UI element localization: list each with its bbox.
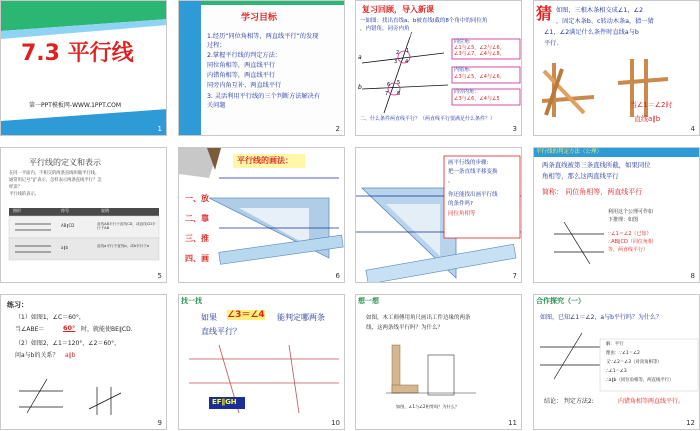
box-alternate-line: ∠3与∠5，∠4与∠6， [454,74,505,80]
slide-6-title: 平行线的画法： [237,156,293,165]
slide-number-2: 2 [335,125,340,133]
table-header: 图形 [13,208,21,213]
slide-number-4: 4 [690,125,695,133]
slide-number-11: 11 [508,419,517,427]
slide-9-line: （1）如图1，∠C＝60°， [15,314,85,321]
slide-2-line: 3. 灵活利用平行线的三个判断方法解决有 [207,93,321,100]
slide-12-proof: ∴a∥b（同位角相等，两直线平行） [606,378,674,383]
line-label-b: b [358,84,362,91]
slide-2-line: 内错角相等，两直线平行 [207,72,276,79]
slide-6-step: 四、画 [185,254,209,263]
table-cell: a∥b [61,245,68,250]
slide-9-line: （2）如图2，∠1＝120°，∠2＝60°， [15,340,121,347]
slide-9-answer-parallel: a∥b [65,352,76,359]
slide-12-proof: 理由：∵∠1＝∠2 [606,351,640,356]
angle-label: 1 [406,48,410,54]
slide-thumbnail-1[interactable] [0,0,167,136]
slide-3-intro: ，内错角，同旁内角 [360,26,410,32]
slide-11-title: 想一想 [358,297,379,305]
slide-number-10: 10 [331,419,340,427]
box-corresponding-line: ∠1与∠5，∠2与∠6， [454,45,505,51]
slide-12-conclusion: 结论： 判定方法2: [544,398,594,405]
slide-1-footer: 第一PPT模板网-WWW.1PPT.COM [29,102,122,109]
table-header: 符号 [61,208,69,213]
angle-label: 6 [387,82,391,88]
slide-9-line: 问a与b的关系？ [15,352,59,359]
slide-7-step: 同位角相等 [448,211,476,217]
slide-5-bullet: 样读？ [9,185,22,190]
slide-thumbnail-10[interactable] [178,294,345,430]
slide-9-title: 练习： [7,301,28,309]
line-label-l: l [410,32,412,39]
slide-2-line: 同旁内角互补，两直线平行 [207,82,282,89]
slide-7-step: 画平行线的步骤: [448,160,489,166]
slide-thumbnail-3[interactable] [355,0,522,136]
slide-number-5: 5 [157,272,162,280]
slide-thumbnail-5[interactable] [0,147,167,283]
box-consecutive-line: ∠3与∠6，∠4与∠5 [454,96,500,102]
table-cell: 直线AB平行于直线CD，或直线CD平行于AB [97,222,156,231]
slide-8-proof: 利用这个公理可作如 [608,209,654,215]
slide-number-6: 6 [335,272,340,280]
slide-5-background [1,148,167,283]
slide-4-answer2: 直线a∥b [634,115,661,123]
slide-3-question: 二、什么条件两直线平行？（两直线平行要满足什么条件？） [360,116,496,122]
slide-thumbnail-9[interactable] [0,294,167,430]
slide-7-step: ， [448,178,454,184]
slide-11-text: 线，这两条线平行吗？为什么？ [366,325,444,331]
slide-9-line: 时，就能使BE∥CD. [81,326,133,333]
slide-thumbnail-8[interactable] [533,147,700,283]
slide-8-proof: 等，两直线平行） [608,247,649,253]
slide-5-title: 平行线的定义和表示 [29,158,101,167]
slide-2-line: 2.掌握平行线的判定方法： [207,52,281,59]
slide-12-title: 合作探究（一） [536,297,585,305]
slide-thumbnail-11[interactable] [355,294,522,430]
table-header: 说明 [101,208,109,213]
slide-12-text: 如图，已知∠1＝∠2，a与b平行吗？为什么？ [540,314,662,321]
slide-8-proof: 下推理：如图 [608,217,639,223]
slide-8-para: 角相等，那么这两直线平行 [542,172,619,180]
slide-12-proof: ∴∠1＝∠3 [606,369,627,374]
slide-2-line: 1.经历“同位角相等，两直线平行”的发现 [207,33,319,40]
slide-2-line: 过程； [207,42,226,49]
angle-label: 8 [397,91,401,97]
slide-number-1: 1 [157,125,162,133]
slide-4-para: 平行. [544,40,559,47]
slide-10-title: 找一找 [181,297,202,305]
slide-thumbnail-4[interactable] [533,0,700,136]
slide-5-bullet: 在同一平面内，不相交的两条直线叫做平行线。 [9,171,100,176]
slide-number-12: 12 [686,419,695,427]
table-cell: 直线a平行于直线b，或b平行于a [97,244,150,248]
slide-12-proof: 解：平行 [606,342,624,347]
slide-5-bullet: 平行线的表示。 [9,192,40,197]
slide-3-title: 复习回顾，导入新课 [362,5,434,14]
slide-8-para: 两条直线被第三条直线所截，如果同位 [542,161,651,169]
slide-7-step: 的条件吗? [448,201,473,207]
slide-3-intro: 一如图：找出直线a、b被直线l截的8个角中的同位角 [360,18,488,24]
slide-thumbnail-7[interactable] [355,147,522,283]
slide-4-para: ，固定木条b、c转动木条a，猜一猜 [556,18,654,25]
slide-8-short: 简称： 同位角相等，两直线平行 [542,188,643,196]
angle-label: 3 [394,59,398,65]
slide-10-text: 如果 [201,313,217,322]
slide-1-title: 7.3 平行线 [21,41,134,66]
slide-thumbnail-2[interactable] [178,0,345,136]
slide-thumbnail-12[interactable] [533,294,700,430]
slide-1-background [1,1,167,136]
slide-2-line: 同位角相等，两直线平行 [207,62,276,69]
slide-9-line: 当∠ABE＝ [15,326,45,333]
slide-6-step: 一、放 [185,194,209,203]
angle-label: 2 [396,50,400,56]
slide-10-text: 直线平行？ [201,327,241,336]
slide-7-step: 把一条直线平移变换 [448,169,498,175]
slide-number-9: 9 [157,419,162,427]
slide-number-8: 8 [690,272,695,280]
angle-label: 4 [405,59,409,65]
slide-4-answer: 当∠1＝∠2时 [630,101,673,109]
angle-label: 5 [397,80,401,86]
slide-4-para: 如图，三根木条相交成∠1，∠2 [556,7,644,14]
table-cell: AB∥CD [61,223,75,228]
slide-8-proof: ∴AB∥CD（同位角相 [608,239,653,245]
box-corresponding-line: ∠3与∠7，∠4与∠8， [454,51,505,57]
guess-glyph: 猜 [536,4,553,23]
slide-number-7: 7 [512,272,517,280]
slide-10-text: 能判定哪两条 [277,313,325,322]
slide-2-title: 学习目标 [241,13,278,23]
slide-6-step: 三、推 [185,234,209,243]
slide-number-3: 3 [512,125,517,133]
slide-2-line: 关问题 [207,102,226,109]
line-label-a: a [358,54,362,61]
slide-11-text: 如图，木工师傅用角尺画出工件边缘的两条 [366,315,471,321]
box-consecutive-label: 同旁内角： [454,89,480,95]
slide-8-proof: ∵∠1＝∠2（已知） [608,231,652,237]
slide-4-para: ∠1，∠2满足什么条件时直线a与b [544,29,639,36]
slide-5-bullet: 通常用记号“∥”表示，怎样表示两条直线平行？怎 [9,178,102,183]
slide-12-proof: 又∵∠2＝∠3（对顶角相等） [606,360,662,365]
slide-thumbnail-6[interactable] [178,147,345,283]
slide-11-caption: 如图，∠1与∠2相等吗？为什么？ [396,404,460,409]
slide-8-header: 平行线的判定方法（公理） [536,149,603,155]
slide-7-step: 你还能找出画平行线 [448,192,498,198]
slide-10-condition: ∠3＝∠4 [227,310,265,320]
angle-label: 7 [385,91,389,97]
slide-12-method: 内错角相等两直线平行。 [618,398,685,405]
slide-9-answer-angle: 60° [63,324,76,332]
box-alternate-label: 内错角: [454,67,471,73]
slide-10-answer: EF∥GH [212,398,237,406]
box-corresponding-label: 同位角: [454,39,471,45]
slide-6-step: 二、靠 [185,214,209,223]
